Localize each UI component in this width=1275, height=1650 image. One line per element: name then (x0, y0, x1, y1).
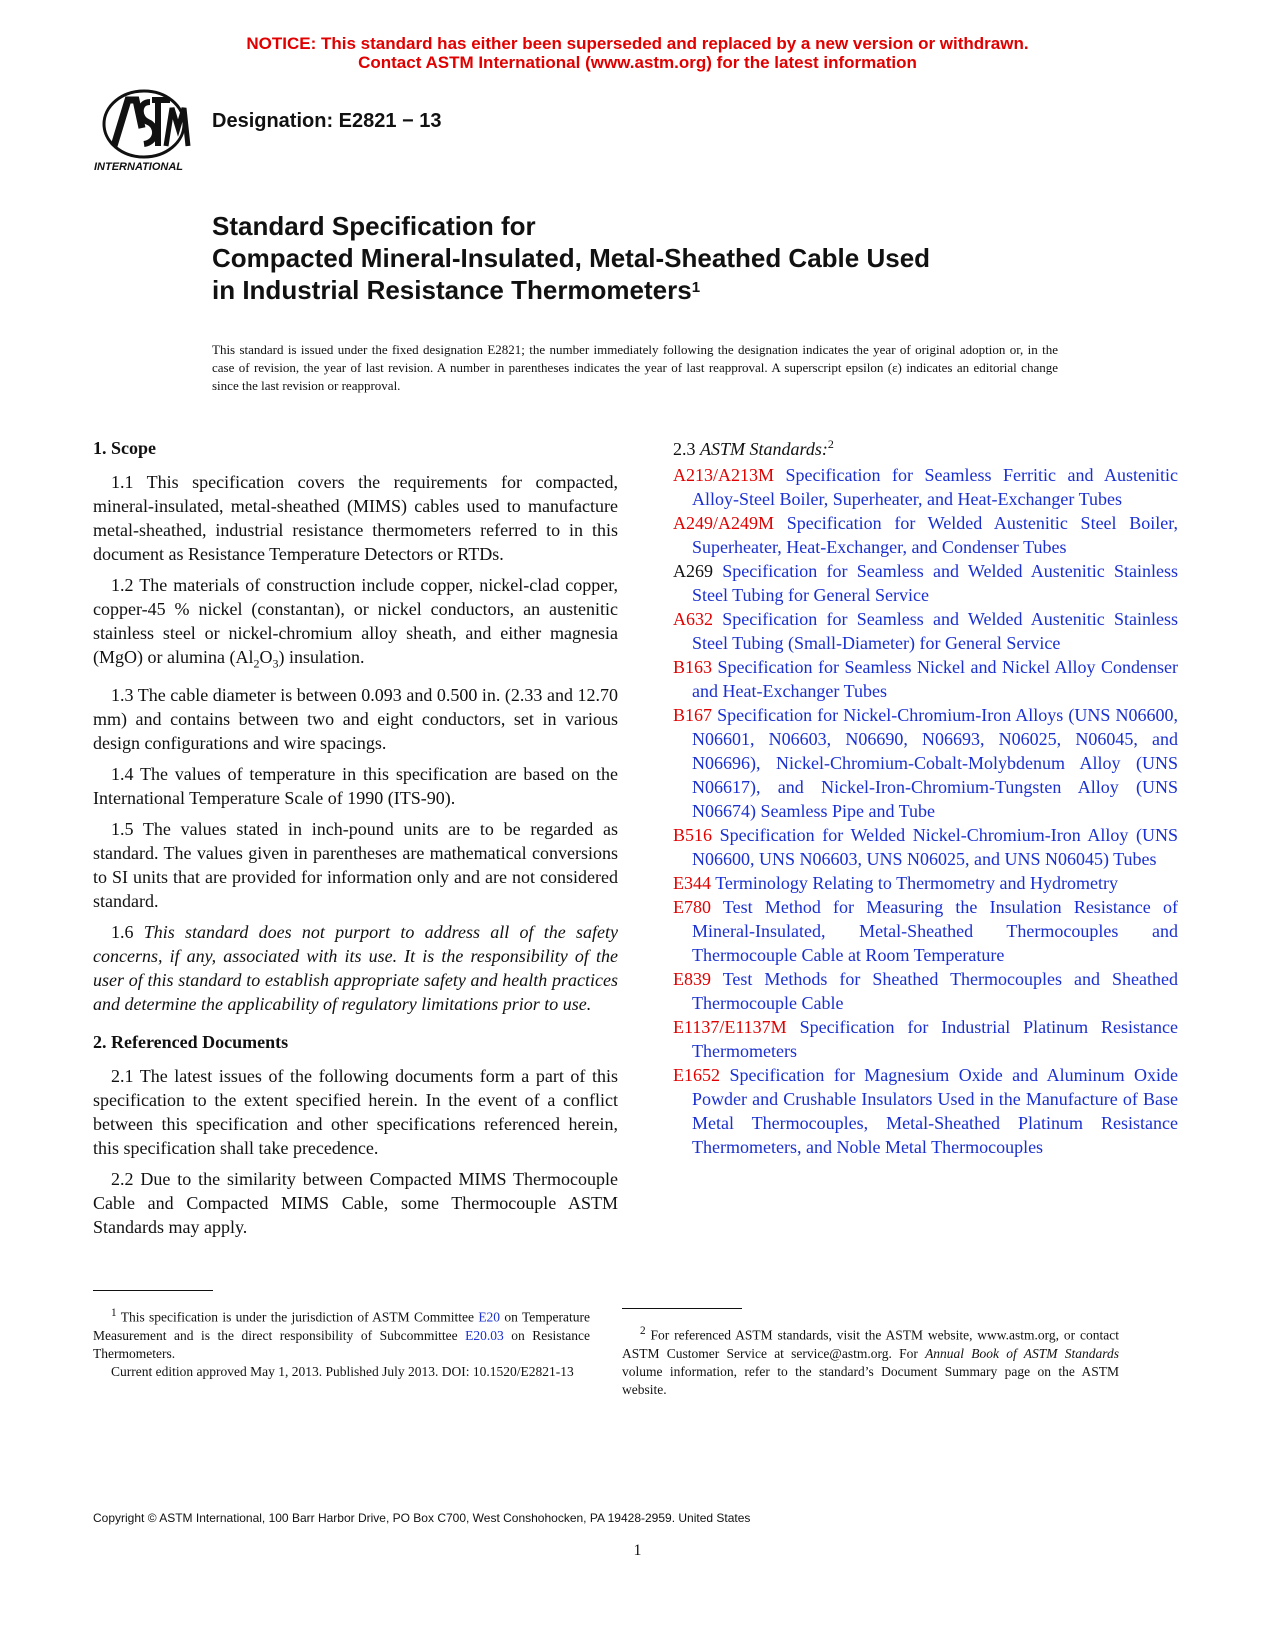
standard-reference (673, 607, 1178, 655)
standard-code-link[interactable]: A249/A249M (673, 513, 775, 533)
logo-text: INTERNATIONAL (94, 161, 184, 173)
footnote-1-a: This specification is under the jurisdiction of ASTM Committee (116, 1309, 479, 1325)
title-line-2: Compacted Mineral-Insulated, Metal-Sheathed Cable Used (212, 243, 931, 273)
standard-reference (673, 655, 1178, 703)
footnote-1-mark: 1 (111, 1307, 117, 1319)
standard-code-link[interactable]: B167 (673, 705, 713, 725)
para-2-2: 2.2 Due to the similarity between Compacted MIMS Thermocouple Cable and Compacted MIMS Cable, some Thermocouple ASTM Standards may apply. (93, 1168, 618, 1237)
standard-reference (673, 823, 1178, 871)
standard-reference (673, 559, 1178, 607)
standard-code-link[interactable]: B516 (673, 825, 713, 845)
standard-code-link[interactable]: E839 (673, 969, 711, 989)
para-2-3 (673, 432, 1178, 461)
footnote-2-italic: Annual Book of ASTM Standards (925, 1345, 1120, 1361)
subcommittee-link[interactable]: E20.03 (465, 1327, 504, 1343)
standard-code-link[interactable]: E780 (673, 897, 711, 917)
footnote-1 (93, 1304, 590, 1381)
standard-title-link[interactable]: Specification for Seamless Ferritic and Austenitic Alloy-Steel Boiler, Superheater, and Heat-Exchanger Tubes (692, 465, 1178, 509)
referenced-heading: 2. Referenced Documents (93, 1031, 289, 1052)
footnote-2-a: For referenced ASTM standards, visit the ASTM website, www.astm.org, or contact ASTM Customer Service at service@astm.org. For (622, 1327, 1119, 1361)
para-1-2-a: 1.2 The materials of construction include copper, nickel-clad copper, copper-45 % nickel (constantan), or nickel conductors, an austenitic stainless steel or nickel-chromium alloy sheath, and either magnesia (MgO) or alumina (Al (93, 575, 618, 667)
standard-title-link[interactable]: Specification for Welded Nickel-Chromium-Iron Alloy (UNS N06600, UNS N06603, UNS N06025, and UNS N06045) Tubes (692, 825, 1178, 869)
footnote-2-text (622, 1322, 1119, 1399)
footnote-1-c: on Resistance Thermometers. (93, 1327, 590, 1361)
para-1-5: 1.5 The values stated in inch-pound units are to be regarded as standard. The values given in parentheses are mathematical conversions to SI units that are provided for information only and are not considered standard. (93, 818, 618, 911)
standard-code-link[interactable]: A213/A213M (673, 465, 775, 485)
notice-line-2: Contact ASTM International (www.astm.org) for the latest information (358, 53, 917, 72)
para-1-2-sub1: 2 (253, 656, 260, 671)
title-line-3-text: in Industrial Resistance Thermometers (212, 275, 692, 305)
standards-list (673, 463, 1178, 1159)
footnote-divider-left (93, 1290, 213, 1291)
footnote-1-text (93, 1304, 590, 1363)
standard-code-link[interactable]: A632 (673, 609, 713, 629)
standard-reference (673, 703, 1178, 823)
footnote-2-mark: 2 (640, 1325, 646, 1337)
standard-code-link[interactable]: E1137/E1137M (673, 1017, 787, 1037)
footnote-1-edition: Current edition approved May 1, 2013. Published July 2013. DOI: 10.1520/E2821-13 (111, 1363, 574, 1379)
para-1-1: 1.1 This specification covers the requirements for compacted, mineral-insulated, metal-sheathed (MIMS) cables used to manufacture metal-sheathed, industrial resistance thermometers referred to in this document as Resistance Temperature Detectors or RTDs. (93, 472, 618, 564)
standard-title-link[interactable]: Specification for Seamless Nickel and Nickel Alloy Condenser and Heat-Exchanger Tubes (692, 657, 1178, 701)
title-line-3 (212, 274, 1112, 306)
document-title (212, 210, 1112, 306)
standard-reference (673, 1015, 1178, 1063)
standard-title-link[interactable]: Specification for Magnesium Oxide and Aluminum Oxide Powder and Crushable Insulators Used in the Manufacture of Base Metal Thermocouples, Metal-Sheathed Platinum Resistance Thermometers, and Noble Metal Thermocouples (692, 1065, 1179, 1157)
scope-heading: 1. Scope (93, 438, 156, 458)
footnote-2 (622, 1322, 1119, 1399)
para-1-6-num: 1.6 (111, 921, 144, 942)
footnote-2-b: volume information, refer to the standard’s Document Summary page on the ASTM website. (622, 1363, 1119, 1397)
para-1-6-italic: This standard does not purport to address all of the safety concerns, if any, associated with its use. It is the responsibility of the user of this standard to establish appropriate safety and health practices and determine the applicability of regulatory limitations prior to use. (93, 921, 619, 1014)
standard-reference (673, 511, 1178, 559)
standard-reference (673, 1063, 1178, 1159)
withdrawal-notice (0, 34, 1275, 72)
title-line-1: Standard Specification for (212, 211, 536, 241)
para-1-2-b: O (259, 647, 273, 667)
standard-reference (673, 967, 1178, 1015)
standard-title-link[interactable]: Specification for Seamless and Welded Austenitic Stainless Steel Tubing for General Service (692, 561, 1178, 605)
footnote-divider-right (622, 1308, 742, 1309)
para-1-2 (93, 573, 618, 676)
para-1-3: 1.3 The cable diameter is between 0.093 and 0.500 in. (2.33 and 12.70 mm) and contains between two and eight conductors, set in various design configurations and wire spacings. (93, 684, 618, 753)
standard-title-link[interactable]: Specification for Nickel-Chromium-Iron Alloys (UNS N06600, N06601, N06603, N06690, N06693, N06025, N06045, and N06696), Nickel-Chromium-Cobalt-Molybdenum Alloy (UNS N06617), and Nickel-Iron-Chromium-Tungsten Alloy (UNS N06674) Seamless Pipe and Tube (692, 705, 1178, 821)
standard-title-link[interactable]: Specification for Seamless and Welded Austenitic Stainless Steel Tubing (Small-Diameter) for General Service (692, 609, 1178, 653)
title-footnote-mark: 1 (691, 279, 701, 296)
right-column (673, 432, 1178, 1159)
notice-line-1: NOTICE: This standard has either been superseded and replaced by a new version or withdrawn. (246, 34, 1029, 53)
issued-note: This standard is issued under the fixed designation E2821; the number immediately following the designation indicates the year of original adoption or, in the case of revision, the year of last revision. A number in parentheses indicates the year of last reapproval. A superscript epsilon (ε) indicates an editorial change since the last revision or reapproval. (212, 342, 1058, 393)
standard-title-link[interactable]: Specification for Welded Austenitic Steel Boiler, Superheater, Heat-Exchanger, and Condenser Tubes (692, 513, 1178, 557)
standard-title-link[interactable]: Test Methods for Sheathed Thermocouples and Sheathed Thermocouple Cable (692, 969, 1178, 1013)
para-2-3-num: 2.3 (673, 439, 700, 459)
standard-title-link[interactable]: Specification for Industrial Platinum Resistance Thermometers (692, 1017, 1179, 1061)
standard-reference (673, 895, 1178, 967)
astm-logo-icon (92, 88, 200, 174)
para-1-2-sub2: 3 (272, 656, 279, 671)
standard-code-link[interactable]: B163 (673, 657, 713, 677)
standard-code-link[interactable]: A269 (673, 561, 713, 581)
standard-reference (673, 871, 1178, 895)
para-1-6 (93, 920, 618, 1016)
page-number: 1 (633, 1542, 642, 1559)
para-1-2-c: ) insulation. (278, 647, 365, 667)
para-2-1: 2.1 The latest issues of the following documents form a part of this specification to the extent specified herein. In the event of a conflict between this specification and other specifications referenced herein, this specification shall take precedence. (93, 1065, 618, 1158)
standard-reference (673, 463, 1178, 511)
para-1-4: 1.4 The values of temperature in this specification are based on the International Temperature Scale of 1990 (ITS-90). (93, 763, 618, 808)
committee-link[interactable]: E20 (478, 1309, 501, 1325)
left-column (93, 432, 618, 1246)
astm-logo (92, 88, 200, 174)
standard-title-link[interactable]: Test Method for Measuring the Insulation Resistance of Mineral-Insulated, Metal-Sheathed Thermocouples and Thermocouple Cable at Room Temperature (692, 897, 1178, 965)
standard-code-link[interactable]: E1652 (673, 1065, 720, 1085)
copyright-line: Copyright © ASTM International, 100 Barr Harbor Drive, PO Box C700, West Conshohocken, PA 19428-2959. United States (93, 1511, 751, 1525)
designation: Designation: E2821 − 13 (212, 110, 442, 132)
para-2-3-mark: 2 (827, 437, 834, 451)
standard-title-link[interactable]: Terminology Relating to Thermometry and Hydrometry (715, 873, 1119, 893)
standard-code-link[interactable]: E344 (673, 873, 711, 893)
para-2-3-label: ASTM Standards: (700, 439, 828, 459)
footnote-1-b: on Temperature Measurement and is the direct responsibility of Subcommittee (93, 1309, 590, 1343)
